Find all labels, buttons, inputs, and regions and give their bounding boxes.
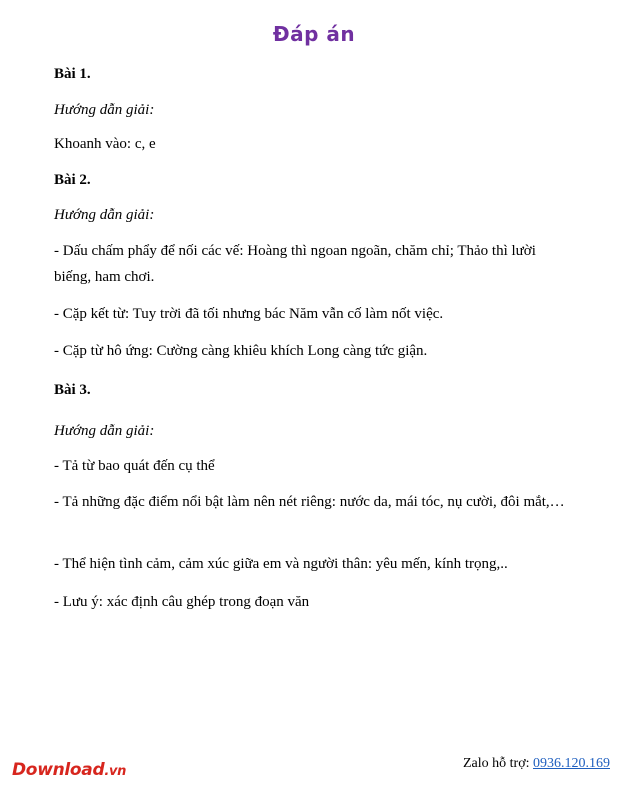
footer-contact xyxy=(463,756,610,772)
download-logo xyxy=(12,760,126,780)
section-heading-bai-1: Bài 1. xyxy=(54,66,91,82)
logo-main-text: Download xyxy=(12,760,105,780)
logo-suffix-text: .vn xyxy=(104,764,127,779)
contact-phone-link[interactable]: 0936.120.169 xyxy=(533,756,610,771)
section-heading-bai-2: Bài 2. xyxy=(54,172,91,188)
answer-line: - Thể hiện tình cảm, cảm xúc giữa em và người thân: yêu mến, kính trọng,.. xyxy=(54,556,508,572)
contact-label: Zalo hỗ trợ: xyxy=(463,756,533,771)
answer-line: - Cặp từ hô ứng: Cường càng khiêu khích Long càng tức giận. xyxy=(54,343,428,359)
answer-line: - Lưu ý: xác định câu ghép trong đoạn văn xyxy=(54,594,310,610)
section-guide-bai-2: Hướng dẫn giải: xyxy=(54,207,155,223)
answer-line: - Cặp kết từ: Tuy trời đã tối nhưng bác Năm vẫn cố làm nốt việc. xyxy=(54,306,444,322)
section-heading-bai-3: Bài 3. xyxy=(54,382,91,398)
answer-line: Khoanh vào: c, e xyxy=(54,136,156,152)
answer-line: - Dấu chấm phẩy để nối các vế: Hoàng thì ngoan ngoãn, chăm chỉ; Thảo thì lười biếng, ham chơi. xyxy=(54,243,536,285)
section-guide-bai-3: Hướng dẫn giải: xyxy=(54,423,155,439)
section-guide-bai-1: Hướng dẫn giải: xyxy=(54,102,155,118)
page-title: Đáp án xyxy=(272,22,356,46)
answer-line: - Tả từ bao quát đến cụ thể xyxy=(54,458,215,474)
answer-line: - Tả những đặc điểm nổi bật làm nên nét riêng: nước da, mái tóc, nụ cười, đôi mắt,… xyxy=(54,494,565,510)
